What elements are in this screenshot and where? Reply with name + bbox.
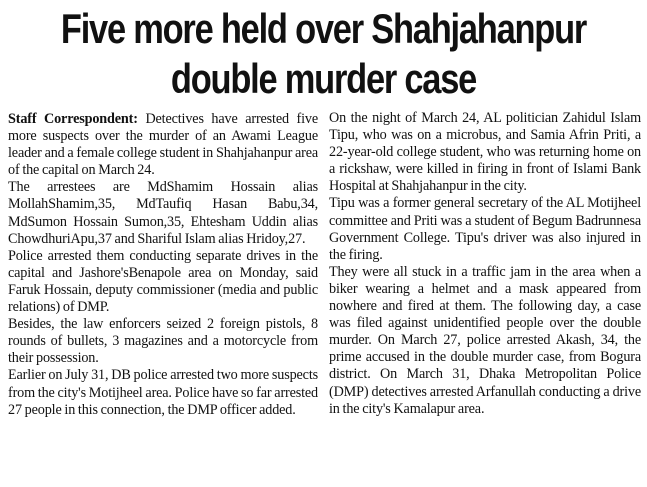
article-column-right xyxy=(329,110,641,418)
paragraph: Police arrested them conducting separate drives in the capital and Jashore'sBenapole area on Monday, said Faruk Hossain, deputy commissioner (media and public relations) of DMP. xyxy=(8,247,318,316)
paragraph-text: Detectives have arrested five more suspects over the murder of an Awami League leader and a female college student in Shahjahanpur area of the capital on March 24. xyxy=(8,111,318,179)
headline-line-1: Five more held over Shahjahanpur xyxy=(60,5,587,52)
byline: Staff Correspondent: xyxy=(8,111,138,127)
headline xyxy=(58,4,589,104)
paragraph: The arrestees are MdShamim Hossain alias MollahShamim,35, MdTaufiq Hasan Babu,34, MdSumon Hossain Sumon,35, Ehtesham Uddin alias ChowdhuriApu,37 and Shariful Islam alias Hridoy,27. xyxy=(8,179,318,247)
paragraph xyxy=(8,111,318,179)
paragraph: They were all stuck in a traffic jam in the area when a biker wearing a helmet and a mask appeared from nowhere and fired at them. The following day, a case was filed against unidentified people over the double murder. On March 27, police arrested Akash, 34, the prime accused in the double murder case, from Bogura district. On March 31, Dhaka Metropolitan Police (DMP) detectives arrested Arfanullah conducting a drive in the city's Kamalapur area. xyxy=(329,263,641,417)
paragraph: On the night of March 24, AL politician Zahidul Islam Tipu, who was on a microbus, and Samia Afrin Priti, a 22-year-old college student, who was returning home on a rickshaw, were killed in firing in front of Islami Bank Hospital at Shahjahanpur in the city. xyxy=(329,110,641,195)
article-column-left xyxy=(8,111,318,419)
headline-line-2: double murder case xyxy=(170,55,477,102)
paragraph: Besides, the law enforcers seized 2 foreign pistols, 8 rounds of bullets, 3 magazines and a motorcycle from their possession. xyxy=(8,316,318,367)
paragraph: Tipu was a former general secretary of the AL Motijheel committee and Priti was a student of Begum Badrunnesa Government College. Tipu's driver was also injured in the firing. xyxy=(329,195,641,263)
paragraph: Earlier on July 31, DB police arrested two more suspects from the city's Motijheel area. Police have so far arrested 27 people in this connection, the DMP officer added. xyxy=(8,367,318,418)
